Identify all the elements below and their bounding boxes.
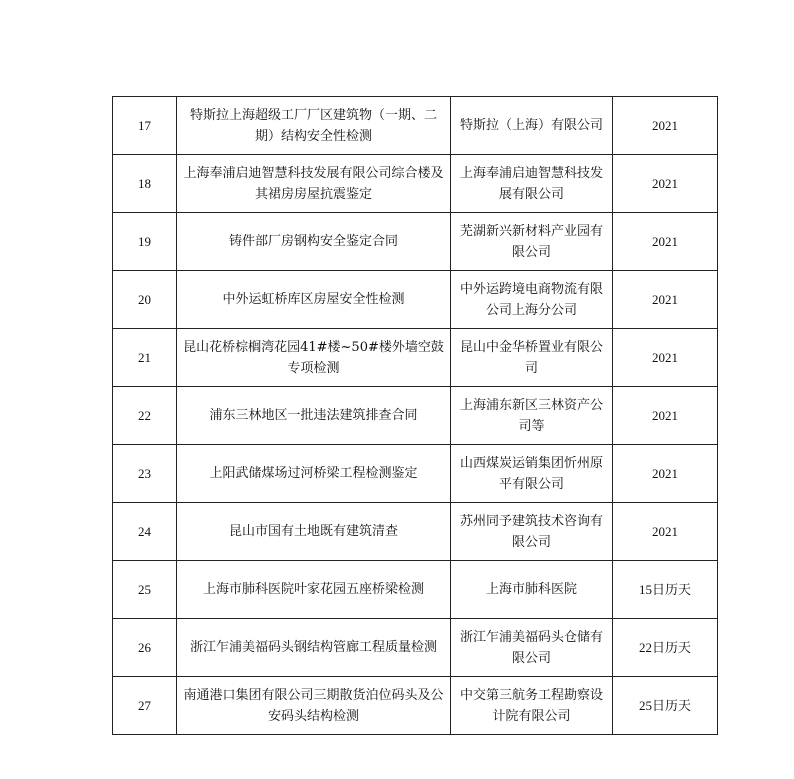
row-number-cell (113, 271, 177, 329)
project-name-cell: 南通港口集团有限公司三期散货泊位码头及公安码头结构检测 (177, 677, 451, 735)
table-row (113, 155, 718, 213)
year-duration-cell-text: 25日历天 (638, 697, 691, 713)
client-name-cell: 苏州同予建筑技术咨询有限公司 (451, 503, 613, 561)
row-number-cell-text: 25 (138, 581, 151, 597)
table-body (113, 97, 718, 735)
year-duration-cell (613, 271, 718, 329)
row-number-cell (113, 619, 177, 677)
project-records-table (112, 96, 718, 735)
client-name-cell: 中交第三航务工程勘察设计院有限公司 (451, 677, 613, 735)
table-row (113, 271, 718, 329)
year-duration-cell (613, 97, 718, 155)
client-name-cell: 上海市肺科医院 (451, 561, 613, 619)
year-duration-cell-text: 2021 (652, 407, 678, 423)
year-duration-cell (613, 503, 718, 561)
client-name-cell: 上海奉浦启迪智慧科技发展有限公司 (451, 155, 613, 213)
year-duration-cell-text: 2021 (652, 465, 678, 481)
year-duration-cell (613, 619, 718, 677)
year-duration-cell (613, 445, 718, 503)
year-duration-cell-text: 2021 (652, 291, 678, 307)
project-name-cell: 昆山市国有土地既有建筑清查 (177, 503, 451, 561)
table-row (113, 445, 718, 503)
row-number-cell (113, 387, 177, 445)
row-number-cell (113, 445, 177, 503)
row-number-cell-text: 18 (138, 175, 151, 191)
year-duration-cell (613, 329, 718, 387)
project-name-cell: 上阳武储煤场过河桥梁工程检测鉴定 (177, 445, 451, 503)
year-duration-cell-text: 22日历天 (638, 639, 691, 655)
row-number-cell (113, 97, 177, 155)
row-number-cell-text: 20 (138, 291, 151, 307)
table-row (113, 387, 718, 445)
year-duration-cell-text: 2021 (652, 349, 678, 365)
year-duration-cell (613, 155, 718, 213)
table-row (113, 677, 718, 735)
project-name-cell: 上海市肺科医院叶家花园五座桥梁检测 (177, 561, 451, 619)
row-number-cell-text: 22 (138, 407, 151, 423)
table-row (113, 97, 718, 155)
client-name-cell: 浙江乍浦美福码头仓储有限公司 (451, 619, 613, 677)
year-duration-cell-text: 2021 (652, 175, 678, 191)
table-row (113, 329, 718, 387)
row-number-cell (113, 213, 177, 271)
year-duration-cell-text: 2021 (652, 233, 678, 249)
year-duration-cell (613, 387, 718, 445)
project-name-cell: 浙江乍浦美福码头钢结构管廊工程质量检测 (177, 619, 451, 677)
row-number-cell (113, 677, 177, 735)
table-row (113, 619, 718, 677)
document-page (112, 96, 718, 735)
year-duration-cell-text: 2021 (652, 523, 678, 539)
table-row (113, 561, 718, 619)
project-name-cell: 浦东三林地区一批违法建筑排查合同 (177, 387, 451, 445)
row-number-cell-text: 23 (138, 465, 151, 481)
year-duration-cell (613, 677, 718, 735)
project-name-cell: 铸件部厂房钢构安全鉴定合同 (177, 213, 451, 271)
client-name-cell: 特斯拉（上海）有限公司 (451, 97, 613, 155)
project-name-cell: 特斯拉上海超级工厂厂区建筑物（一期、二期）结构安全性检测 (177, 97, 451, 155)
project-name-cell: 昆山花桥棕榈湾花园41#楼~50#楼外墙空鼓专项检测 (177, 329, 451, 387)
table-row (113, 213, 718, 271)
year-duration-cell (613, 213, 718, 271)
row-number-cell-text: 21 (138, 349, 151, 365)
project-name-cell: 中外运虹桥库区房屋安全性检测 (177, 271, 451, 329)
year-duration-cell-text: 2021 (652, 117, 678, 133)
row-number-cell-text: 17 (138, 117, 151, 133)
row-number-cell-text: 24 (138, 523, 151, 539)
row-number-cell-text: 27 (138, 697, 151, 713)
year-duration-cell-text: 15日历天 (638, 581, 691, 597)
row-number-cell (113, 329, 177, 387)
client-name-cell: 中外运跨境电商物流有限公司上海分公司 (451, 271, 613, 329)
row-number-cell (113, 155, 177, 213)
client-name-cell: 昆山中金华桥置业有限公司 (451, 329, 613, 387)
project-name-cell: 上海奉浦启迪智慧科技发展有限公司综合楼及其裙房房屋抗震鉴定 (177, 155, 451, 213)
row-number-cell (113, 503, 177, 561)
table-row (113, 503, 718, 561)
client-name-cell: 上海浦东新区三林资产公司等 (451, 387, 613, 445)
row-number-cell-text: 19 (138, 233, 151, 249)
client-name-cell: 山西煤炭运销集团忻州原平有限公司 (451, 445, 613, 503)
row-number-cell-text: 26 (138, 639, 151, 655)
year-duration-cell (613, 561, 718, 619)
row-number-cell (113, 561, 177, 619)
client-name-cell: 芜湖新兴新材料产业园有限公司 (451, 213, 613, 271)
